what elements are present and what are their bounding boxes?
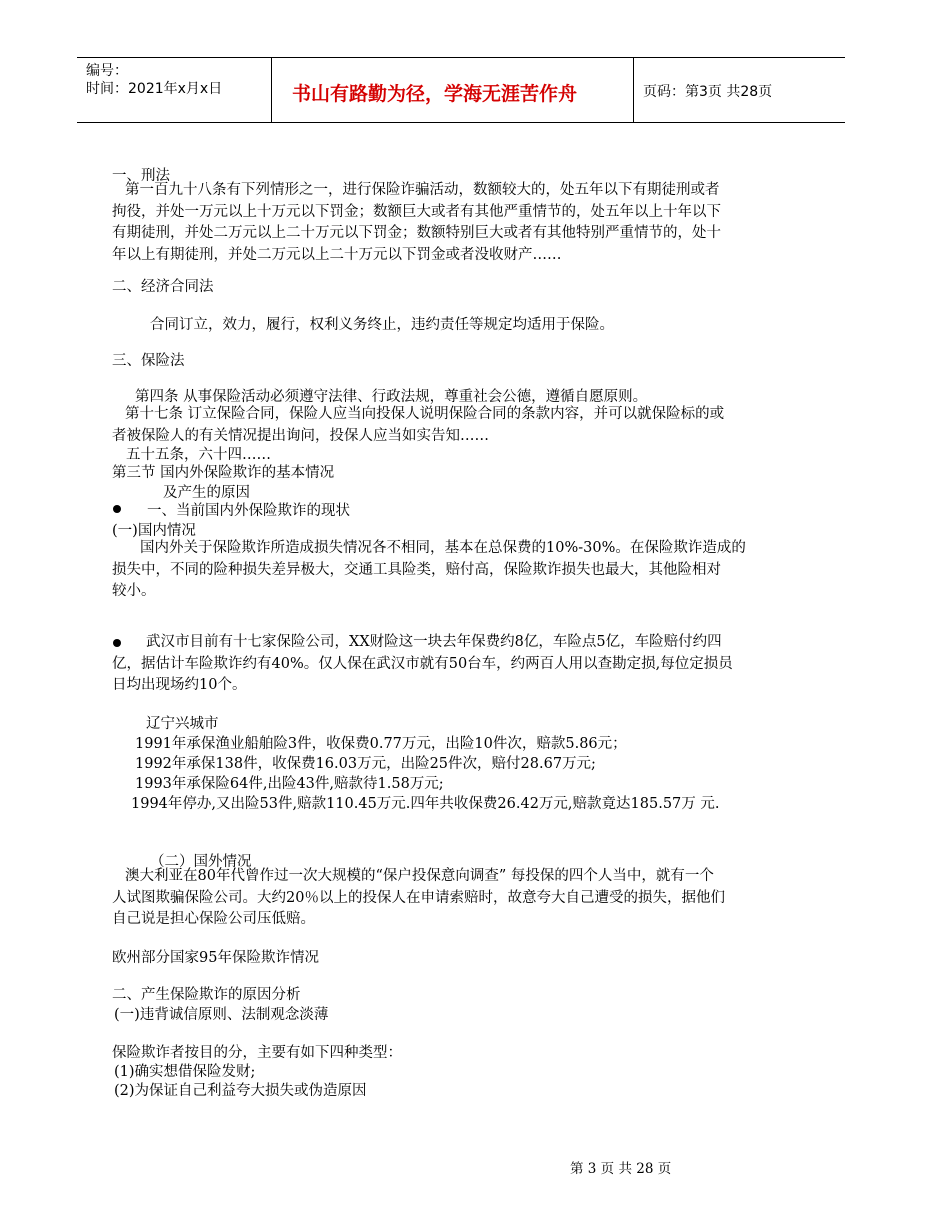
header-divider-left — [271, 57, 272, 123]
paragraph-line: 日均出现场约10个。 — [112, 677, 247, 693]
paragraph-line: 第十七条 订立保险合同，保险人应当向投保人说明保险合同的条款内容，并可以就保险标的或 — [125, 406, 725, 422]
chapter3-subtitle: 及产生的原因 — [163, 485, 250, 501]
liaoning-line-1993: 1993年承保险64件,出险43件,赔款待1.58万元; — [135, 776, 444, 792]
type1-text: (1)确实想借保险发财; — [114, 1064, 256, 1080]
section2-heading: 二、经济合同法 — [112, 279, 214, 295]
paragraph-line: 亿，据估计车险欺诈约有40%。仅人保在武汉市就有50台车，约两百人用以查勘定损,每位定损员 — [112, 655, 733, 672]
bullet-icon — [113, 505, 121, 513]
cause-heading: 二、产生保险欺诈的原因分析 — [112, 987, 301, 1003]
articles-more-text: 五十五条，六十四…… — [126, 447, 271, 463]
section3-heading: 三、保险法 — [112, 353, 185, 369]
foreign-paragraph — [112, 866, 725, 931]
header-number-label: 编号： — [86, 63, 128, 79]
type2-text: (2)为保证自己利益夸大损失或伪造原因 — [114, 1083, 367, 1099]
paragraph-line: 年以上有期徒刑，并处二万元以上二十万元以下罚金或者没收财产…… — [112, 246, 562, 263]
section2-text: 合同订立，效力，履行，权利义务终止，违约责任等规定均适用于保险。 — [150, 317, 614, 333]
paragraph-line: 较小。 — [112, 583, 156, 599]
europe-text: 欧州部分国家95年保险欺诈情况 — [112, 950, 319, 966]
header-bottom-rule — [77, 122, 845, 123]
domestic-paragraph — [112, 538, 746, 603]
liaoning-heading: 辽宁兴城市 — [146, 716, 219, 732]
liaoning-line-1992: 1992年承保138件，收保费16.03万元，出险25件次，赔付28.67万元; — [135, 756, 596, 772]
liaoning-line-1991: 1991年承保渔业船舶险3件，收保费0.77万元，出险10件次，赔款5.86元； — [135, 736, 627, 752]
section1-heading: 一、刑法 — [112, 168, 170, 184]
article4-text: 第四条 从事保险活动必须遵守法律、行政法规，尊重社会公德，遵循自愿原则。 — [135, 389, 648, 405]
article17-paragraph — [112, 404, 724, 447]
paragraph-line: 者被保险人的有关情况提出询问，投保人应当如实告知…… — [112, 427, 489, 444]
paragraph-line: 第一百九十八条有下列情形之一，进行保险诈骗活动，数额较大的，处五年以下有期徒刑或者 — [125, 182, 720, 198]
header-divider-right — [633, 57, 634, 123]
bullet1-text: 一、当前国内外保险欺诈的现状 — [147, 503, 350, 519]
paragraph-line: 自己说是担心保险公司压低赔。 — [112, 911, 315, 927]
foreign-heading: （二）国外情况 — [150, 854, 252, 870]
liaoning-line-1994: 1994年停办,又出险53件,赔款110.45万元.四年共收保费26.42万元,赔款竟达185.57万 元. — [131, 796, 720, 812]
chapter3-title: 第三节 国内外保险欺诈的基本情况 — [112, 465, 335, 481]
header-page-info: 页码：第3页 共28页 — [643, 84, 773, 100]
cause-subheading: (一)违背诚信原则、法制观念淡薄 — [114, 1007, 329, 1023]
paragraph-line: 人试图欺骗保险公司。大约20％以上的投保人在申请索赔时，故意夸大自己遭受的损失，据他们 — [112, 889, 725, 906]
header-motto: 书山有路勤为径，学海无涯苦作舟 — [292, 83, 578, 105]
paragraph-line: 澳大利亚在80年代曾作过一次大规模的“保户投保意向调查” 每投保的四个人当中，就有一个 — [125, 868, 714, 884]
paragraph-line: 有期徒刑，并处二万元以上二十万元以下罚金；数额特别巨大或者有其他特别严重情节的，处十 — [112, 225, 721, 241]
footer-page-number: 第 3 页 共 28 页 — [570, 1161, 672, 1177]
paragraph-line: 拘役，并处一万元以上十万元以下罚金；数额巨大或者有其他严重情节的，处五年以上十年以下 — [112, 203, 721, 220]
header-time-label: 时间：2021年x月x日 — [86, 81, 223, 97]
wuhan-paragraph — [112, 632, 733, 697]
section1-paragraph — [112, 180, 721, 266]
header-top-rule — [77, 57, 845, 58]
paragraph-line: 武汉市目前有十七家保险公司，XX财险这一块去年保费约8亿，车险点5亿，车险赔付约四 — [146, 634, 722, 650]
paragraph-line: 国内外关于保险欺诈所造成损失情况各不相同，基本在总保费的10%-30%。在保险欺诈造成的 — [140, 540, 746, 556]
types-heading: 保险欺诈者按目的分，主要有如下四种类型： — [112, 1045, 402, 1061]
paragraph-line: 损失中，不同的险种损失差异极大，交通工具险类，赔付高，保险欺诈损失也最大，其他险相对 — [112, 561, 721, 578]
domestic-heading: (一)国内情况 — [112, 523, 196, 539]
